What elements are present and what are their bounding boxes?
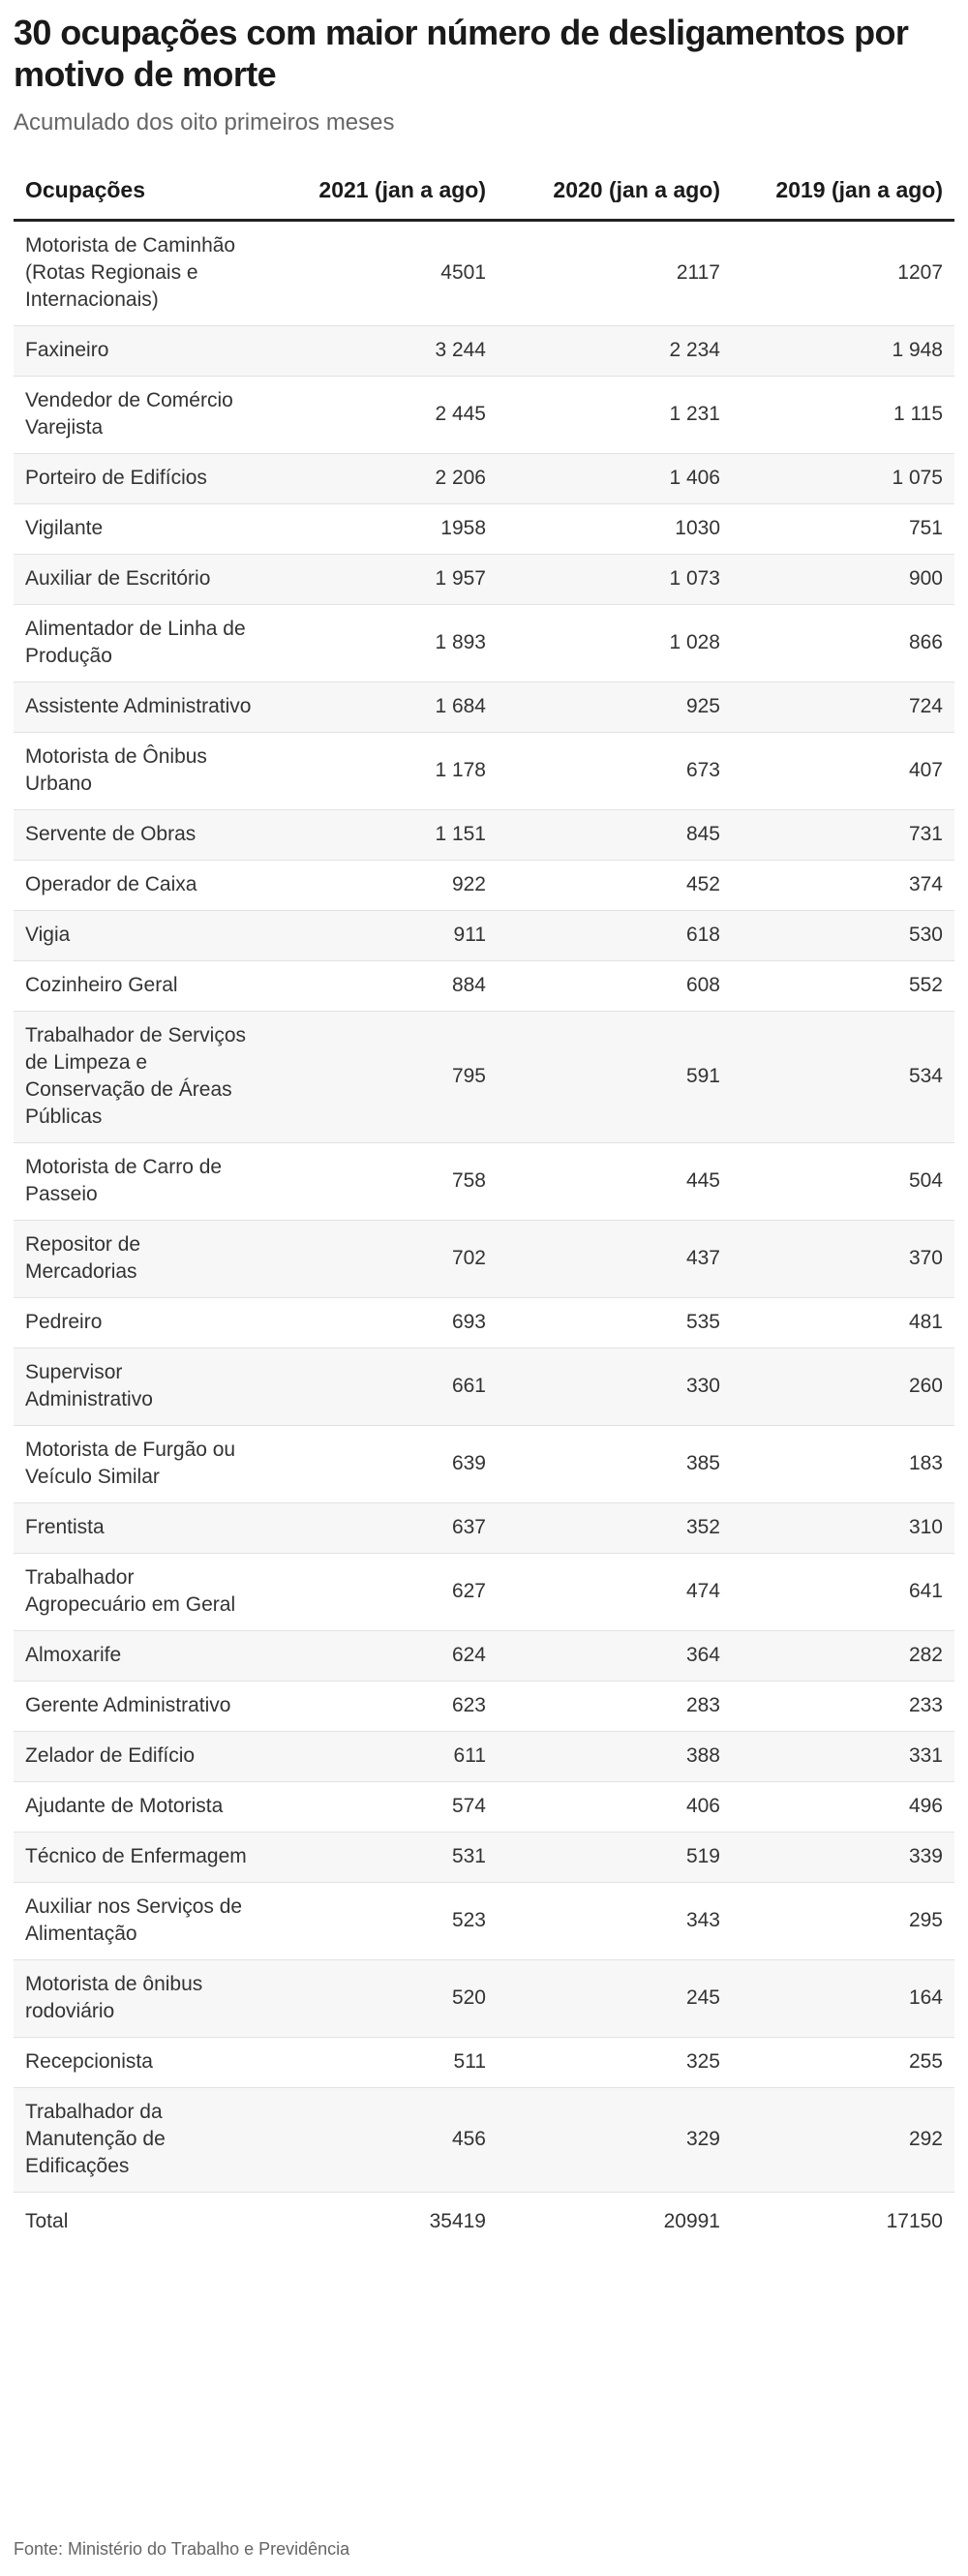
occupation-cell: Técnico de Enfermagem: [14, 1833, 265, 1883]
table-row: [14, 1782, 954, 1833]
occupation-cell: Servente de Obras: [14, 810, 265, 861]
occupation-cell: Operador de Caixa: [14, 861, 265, 911]
value-2021-cell: 531: [265, 1833, 498, 1883]
table-row: [14, 1732, 954, 1782]
table-row: [14, 454, 954, 504]
value-2019-cell: 724: [732, 682, 954, 733]
value-2021-cell: 456: [265, 2088, 498, 2193]
occupation-cell: Porteiro de Edifícios: [14, 454, 265, 504]
value-2020-cell: 591: [498, 1012, 732, 1143]
value-2021-cell: 1 893: [265, 605, 498, 682]
occupation-cell: Faxineiro: [14, 326, 265, 377]
table-row: [14, 1631, 954, 1682]
value-2021-cell: 574: [265, 1782, 498, 1833]
occupation-cell: Zelador de Edifício: [14, 1732, 265, 1782]
table-row: [14, 861, 954, 911]
table-row: [14, 221, 954, 326]
value-2020-cell: 1 406: [498, 454, 732, 504]
table-row: [14, 1883, 954, 1960]
value-2021-cell: 693: [265, 1298, 498, 1349]
value-2020-cell: 325: [498, 2038, 732, 2088]
table-row: [14, 1554, 954, 1631]
value-2020-cell: 1 028: [498, 605, 732, 682]
value-2021-cell: 758: [265, 1143, 498, 1221]
value-2019-cell: 295: [732, 1883, 954, 1960]
value-2021-cell: 511: [265, 2038, 498, 2088]
value-2020-cell: 474: [498, 1554, 732, 1631]
value-2019-cell: 407: [732, 733, 954, 810]
value-2019-cell: 641: [732, 1554, 954, 1631]
occupation-cell: Trabalhador Agropecuário em Geral: [14, 1554, 265, 1631]
total-2019: 17150: [886, 2210, 943, 2232]
table-row: [14, 377, 954, 454]
value-2019-cell: 183: [732, 1426, 954, 1503]
value-2021-cell: 1 684: [265, 682, 498, 733]
table-row: [14, 555, 954, 605]
value-2020-cell: 329: [498, 2088, 732, 2193]
value-2020-cell: 406: [498, 1782, 732, 1833]
table-row: [14, 1349, 954, 1426]
value-2020-cell: 1 073: [498, 555, 732, 605]
value-2019-cell: 233: [732, 1682, 954, 1732]
value-2020-cell: 343: [498, 1883, 732, 1960]
value-2021-cell: 627: [265, 1554, 498, 1631]
table-row: [14, 1221, 954, 1298]
value-2019-cell: 1 115: [732, 377, 954, 454]
table-row: [14, 682, 954, 733]
value-2021-cell: 884: [265, 961, 498, 1012]
occupation-cell: Motorista de Ônibus Urbano: [14, 733, 265, 810]
occupation-cell: Assistente Administrativo: [14, 682, 265, 733]
value-2021-cell: 1 151: [265, 810, 498, 861]
value-2019-cell: 331: [732, 1732, 954, 1782]
value-2021-cell: 702: [265, 1221, 498, 1298]
table-row: [14, 1298, 954, 1349]
total-row: [14, 2193, 954, 2250]
occupation-cell: Ajudante de Motorista: [14, 1782, 265, 1833]
value-2021-cell: 1 957: [265, 555, 498, 605]
value-2021-cell: 637: [265, 1503, 498, 1554]
value-2021-cell: 1 178: [265, 733, 498, 810]
table-row: [14, 1426, 954, 1503]
value-2020-cell: 452: [498, 861, 732, 911]
table-row: [14, 1012, 954, 1143]
value-2019-cell: 310: [732, 1503, 954, 1554]
value-2020-cell: 925: [498, 682, 732, 733]
value-2019-cell: 900: [732, 555, 954, 605]
occupation-cell: Supervisor Administrativo: [14, 1349, 265, 1426]
table-row: [14, 1682, 954, 1732]
occupation-cell: Alimentador de Linha de Produção: [14, 605, 265, 682]
value-2021-cell: 523: [265, 1883, 498, 1960]
value-2021-cell: 1958: [265, 504, 498, 555]
table-row: [14, 326, 954, 377]
value-2020-cell: 2117: [498, 221, 732, 326]
value-2019-cell: 292: [732, 2088, 954, 2193]
value-2020-cell: 445: [498, 1143, 732, 1221]
occupation-cell: Gerente Administrativo: [14, 1682, 265, 1732]
source-note: Fonte: Ministério do Trabalho e Previdência: [14, 2539, 350, 2559]
value-2021-cell: 795: [265, 1012, 498, 1143]
table-row: [14, 1960, 954, 2038]
value-2019-cell: 552: [732, 961, 954, 1012]
table-row: [14, 1833, 954, 1883]
occupation-cell: Vendedor de Comércio Varejista: [14, 377, 265, 454]
content: [14, 12, 954, 2249]
occupations-table: [14, 161, 954, 2249]
value-2020-cell: 283: [498, 1682, 732, 1732]
value-2020-cell: 388: [498, 1732, 732, 1782]
occupation-cell: Repositor de Mercadorias: [14, 1221, 265, 1298]
value-2020-cell: 519: [498, 1833, 732, 1883]
value-2021-cell: 520: [265, 1960, 498, 2038]
occupation-cell: Recepcionista: [14, 2038, 265, 2088]
value-2021-cell: 624: [265, 1631, 498, 1682]
value-2021-cell: 922: [265, 861, 498, 911]
table-row: [14, 1503, 954, 1554]
value-2020-cell: 2 234: [498, 326, 732, 377]
value-2019-cell: 374: [732, 861, 954, 911]
value-2019-cell: 370: [732, 1221, 954, 1298]
value-2020-cell: 673: [498, 733, 732, 810]
value-2020-cell: 1 231: [498, 377, 732, 454]
value-2020-cell: 535: [498, 1298, 732, 1349]
occupation-cell: Motorista de Caminhão (Rotas Regionais e Internacionais): [14, 221, 265, 326]
value-2019-cell: 751: [732, 504, 954, 555]
occupation-cell: Pedreiro: [14, 1298, 265, 1349]
table-row: [14, 605, 954, 682]
occupation-cell: Trabalhador da Manutenção de Edificações: [14, 2088, 265, 2193]
value-2019-cell: 260: [732, 1349, 954, 1426]
occupation-cell: Motorista de Furgão ou Veículo Similar: [14, 1426, 265, 1503]
page-title: 30 ocupações com maior número de desligamentos por motivo de morte: [14, 13, 909, 94]
header-2020: 2020 (jan a ago): [498, 161, 732, 221]
value-2021-cell: 2 445: [265, 377, 498, 454]
occupation-cell: Vigia: [14, 911, 265, 961]
occupation-cell: Frentista: [14, 1503, 265, 1554]
total-2020: 20991: [663, 2210, 720, 2232]
occupation-cell: Motorista de Carro de Passeio: [14, 1143, 265, 1221]
occupation-cell: Almoxarife: [14, 1631, 265, 1682]
value-2019-cell: 255: [732, 2038, 954, 2088]
header-2021: 2021 (jan a ago): [265, 161, 498, 221]
table-row: [14, 1143, 954, 1221]
header-ocupacoes: Ocupações: [14, 161, 265, 221]
value-2019-cell: 164: [732, 1960, 954, 2038]
value-2019-cell: 1 075: [732, 454, 954, 504]
value-2019-cell: 866: [732, 605, 954, 682]
value-2021-cell: 639: [265, 1426, 498, 1503]
occupation-cell: Motorista de ônibus rodoviário: [14, 1960, 265, 2038]
value-2021-cell: 661: [265, 1349, 498, 1426]
value-2019-cell: 530: [732, 911, 954, 961]
value-2020-cell: 364: [498, 1631, 732, 1682]
value-2019-cell: 496: [732, 1782, 954, 1833]
value-2020-cell: 330: [498, 1349, 732, 1426]
occupation-cell: Auxiliar de Escritório: [14, 555, 265, 605]
occupation-cell: Vigilante: [14, 504, 265, 555]
value-2020-cell: 1030: [498, 504, 732, 555]
total-2021: 35419: [429, 2210, 486, 2232]
value-2021-cell: 911: [265, 911, 498, 961]
value-2019-cell: 731: [732, 810, 954, 861]
table-row: [14, 733, 954, 810]
occupation-cell: Trabalhador de Serviços de Limpeza e Conservação de Áreas Públicas: [14, 1012, 265, 1143]
value-2020-cell: 385: [498, 1426, 732, 1503]
value-2020-cell: 845: [498, 810, 732, 861]
table-row: [14, 2038, 954, 2088]
value-2019-cell: 1207: [732, 221, 954, 326]
table-row: [14, 504, 954, 555]
table-row: [14, 810, 954, 861]
value-2020-cell: 352: [498, 1503, 732, 1554]
value-2019-cell: 1 948: [732, 326, 954, 377]
value-2021-cell: 611: [265, 1732, 498, 1782]
value-2019-cell: 339: [732, 1833, 954, 1883]
page-subtitle: Acumulado dos oito primeiros meses: [14, 109, 395, 136]
table-header-row: [14, 161, 954, 221]
value-2020-cell: 437: [498, 1221, 732, 1298]
value-2021-cell: 3 244: [265, 326, 498, 377]
value-2019-cell: 282: [732, 1631, 954, 1682]
table-row: [14, 961, 954, 1012]
value-2021-cell: 623: [265, 1682, 498, 1732]
value-2020-cell: 608: [498, 961, 732, 1012]
occupation-cell: Cozinheiro Geral: [14, 961, 265, 1012]
table-row: [14, 911, 954, 961]
value-2020-cell: 245: [498, 1960, 732, 2038]
value-2021-cell: 4501: [265, 221, 498, 326]
header-2019: 2019 (jan a ago): [732, 161, 954, 221]
value-2021-cell: 2 206: [265, 454, 498, 504]
value-2019-cell: 481: [732, 1298, 954, 1349]
value-2020-cell: 618: [498, 911, 732, 961]
occupation-cell: Auxiliar nos Serviços de Alimentação: [14, 1883, 265, 1960]
table-row: [14, 2088, 954, 2193]
total-label: Total: [25, 2210, 69, 2232]
value-2019-cell: 534: [732, 1012, 954, 1143]
value-2019-cell: 504: [732, 1143, 954, 1221]
